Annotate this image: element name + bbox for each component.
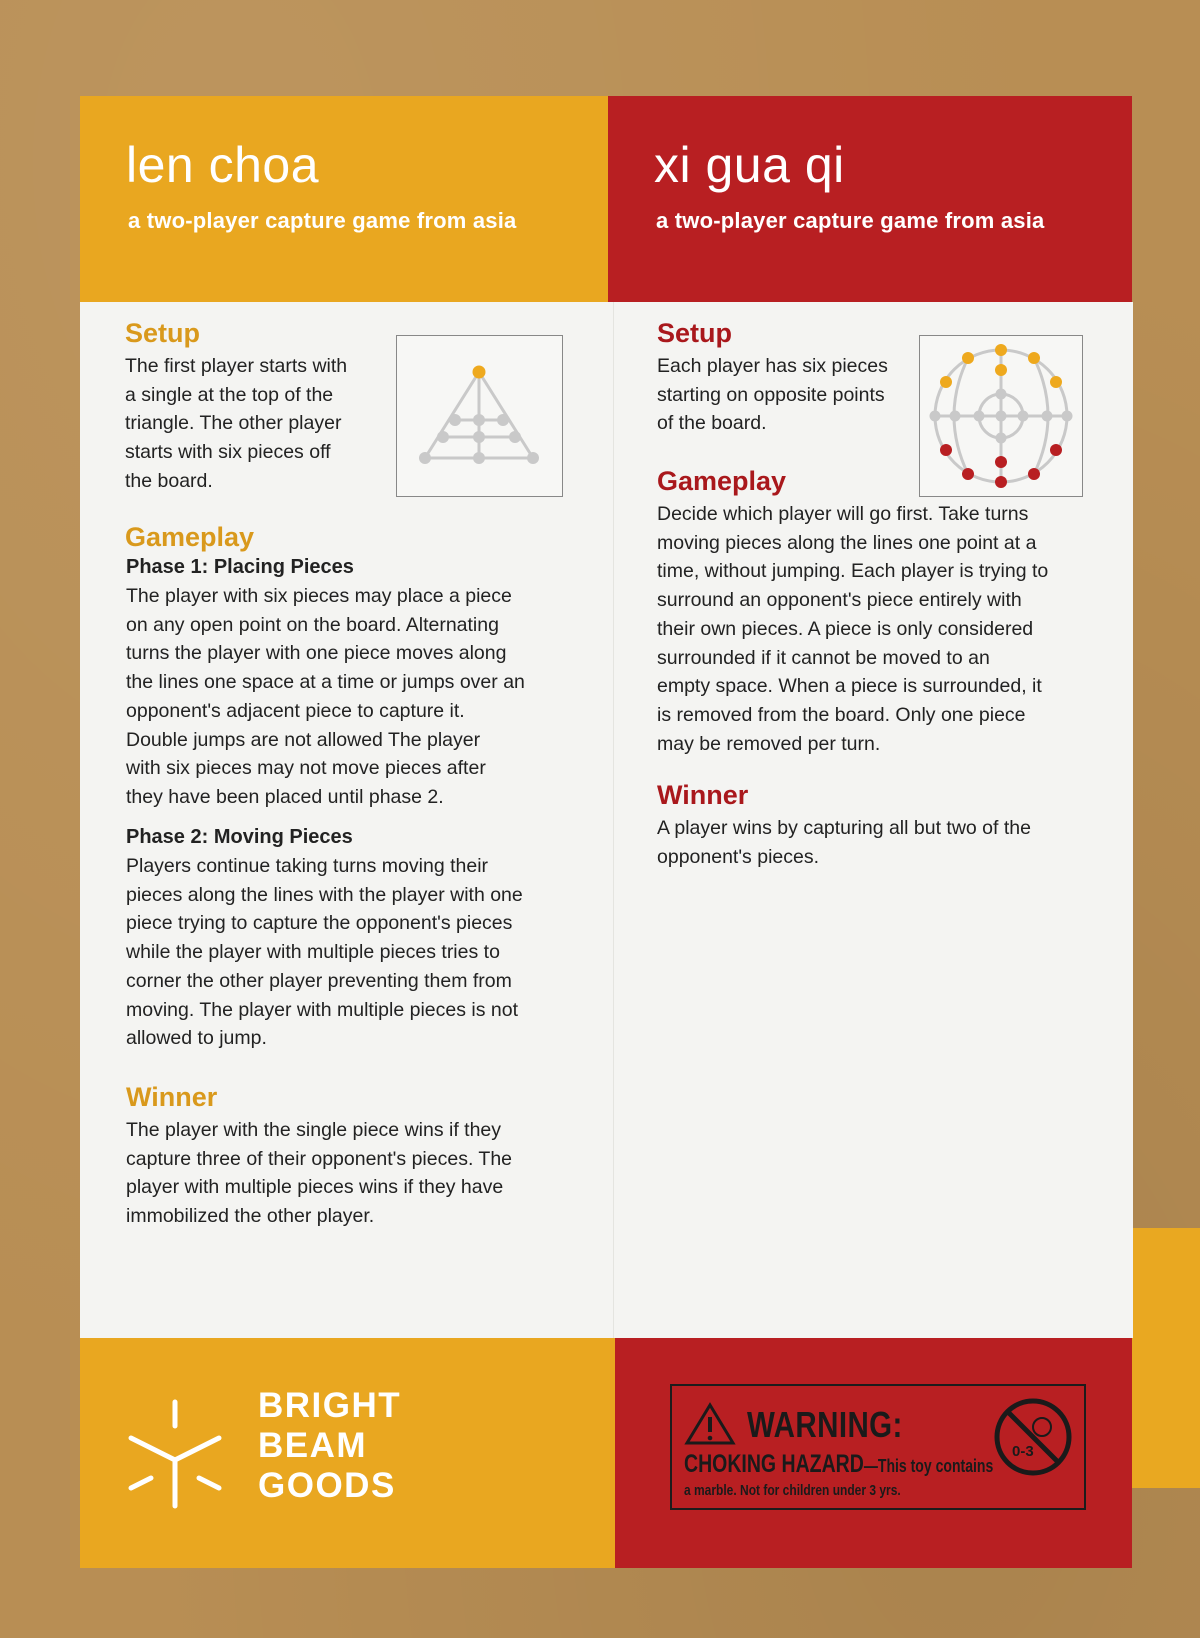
xi-gua-qi-rules-panel: [613, 302, 1133, 1338]
brand-name-line-1: BRIGHT: [258, 1386, 402, 1425]
warning-detail: a marble. Not for children under 3 yrs.: [684, 1482, 901, 1499]
phase-1-text: [126, 582, 525, 812]
xi-gua-qi-gameplay-heading: Gameplay: [657, 466, 787, 496]
text-line: the lines one space at a time or jumps over an: [126, 671, 525, 694]
text-line: A player wins by capturing all but two of the: [657, 817, 1031, 839]
text-line: allowed to jump.: [126, 1027, 267, 1050]
xi-gua-qi-gameplay-text: [657, 500, 1048, 758]
triangle-board-icon: [397, 336, 562, 496]
len-choa-board-diagram: [396, 335, 563, 497]
text-line: capture three of their opponent's pieces. The: [126, 1147, 513, 1170]
text-line: starts with six pieces off: [125, 441, 331, 464]
text-line: Each player has six pieces: [657, 355, 888, 377]
text-line: of the board.: [657, 412, 767, 435]
text-line: opponent's pieces.: [657, 845, 820, 868]
text-line: on any open point on the board. Alternating: [126, 613, 499, 636]
warning-title: WARNING:: [747, 1404, 903, 1445]
text-line: with six pieces may not move pieces after: [126, 757, 486, 780]
xi-gua-qi-winner-heading: Winner: [657, 780, 749, 810]
len-choa-gameplay-heading: Gameplay: [125, 522, 255, 552]
text-line: turns the player with one piece moves along: [126, 642, 507, 665]
xi-gua-qi-setup-heading: Setup: [657, 318, 733, 348]
text-line: surrounded if it cannot be moved to an: [657, 646, 990, 669]
phase-2-text: [126, 852, 523, 1053]
text-line: player with multiple pieces wins if they have: [126, 1176, 504, 1199]
text-line: empty space. When a piece is surrounded, it: [657, 675, 1042, 698]
side-flap-strip: [1130, 1228, 1200, 1488]
text-line: a single at the top of the: [125, 383, 334, 406]
text-line: they have been placed until phase 2.: [126, 785, 444, 808]
xi-gua-qi-winner-text: [657, 814, 1031, 871]
xi-gua-qi-header: [608, 96, 1132, 302]
len-choa-header: [80, 96, 608, 302]
len-choa-setup-text: [125, 352, 347, 496]
hazard-text: CHOKING HAZARD: [684, 1450, 864, 1478]
hazard-tail-text: —This toy contains: [863, 1456, 994, 1476]
xi-gua-qi-title: xi gua qi: [654, 137, 845, 193]
xi-gua-qi-board-diagram: [919, 335, 1083, 497]
text-line: corner the other player preventing them from: [126, 969, 512, 992]
text-line: is removed from the board. Only one piece: [657, 703, 1026, 726]
text-line: their own pieces. A piece is only considered: [657, 617, 1034, 640]
len-choa-winner-text: [126, 1116, 512, 1231]
phase-1-heading: Phase 1: Placing Pieces: [126, 556, 354, 578]
text-line: The player with the single piece wins if they: [126, 1119, 502, 1141]
brand-name-line-3: GOODS: [258, 1466, 396, 1505]
len-choa-rules-panel: [80, 302, 613, 1338]
choking-hazard-warning: [670, 1384, 1086, 1510]
xi-gua-qi-subtitle: a two-player capture game from asia: [656, 208, 1045, 233]
melon-board-icon: [920, 336, 1082, 496]
len-choa-winner-heading: Winner: [126, 1082, 218, 1112]
text-line: while the player with multiple pieces tries to: [126, 941, 500, 964]
text-line: Decide which player will go first. Take turns: [657, 503, 1029, 525]
text-line: The player with six pieces may place a piece: [126, 585, 512, 607]
text-line: moving. The player with multiple pieces is not: [126, 998, 518, 1021]
text-line: pieces along the lines with the player with one: [126, 883, 523, 906]
text-line: immobilized the other player.: [126, 1205, 375, 1228]
brand-name-line-2: BEAM: [258, 1426, 368, 1465]
not-for-under-3-icon: [990, 1394, 1076, 1480]
xi-gua-qi-setup-text: [657, 352, 888, 438]
text-line: the board.: [125, 469, 213, 492]
len-choa-title: len choa: [126, 137, 320, 193]
age-label: 0-3: [1012, 1443, 1034, 1460]
phase-2-heading: Phase 2: Moving Pieces: [126, 826, 353, 848]
warning-footer: [615, 1338, 1132, 1568]
len-choa-setup-heading: Setup: [125, 318, 201, 348]
warning-triangle-icon: [684, 1402, 736, 1446]
text-line: Players continue taking turns moving their: [126, 855, 489, 877]
len-choa-subtitle: a two-player capture game from asia: [128, 208, 517, 233]
text-line: Double jumps are not allowed The player: [126, 728, 481, 751]
brand-footer: [80, 1338, 615, 1568]
text-line: starting on opposite points: [657, 383, 885, 406]
text-line: may be removed per turn.: [657, 732, 881, 755]
text-line: The first player starts with: [125, 355, 348, 377]
text-line: opponent's adjacent piece to capture it.: [126, 699, 465, 722]
text-line: moving pieces along the lines one point at a: [657, 531, 1037, 554]
bright-beam-logo-icon: [125, 1398, 225, 1510]
text-line: time, without jumping. Each player is trying to: [657, 560, 1049, 583]
text-line: piece trying to capture the opponent's pieces: [126, 912, 513, 935]
text-line: surround an opponent's piece entirely with: [657, 589, 1022, 612]
choking-hazard-label: [684, 1450, 993, 1479]
text-line: triangle. The other player: [125, 412, 342, 435]
